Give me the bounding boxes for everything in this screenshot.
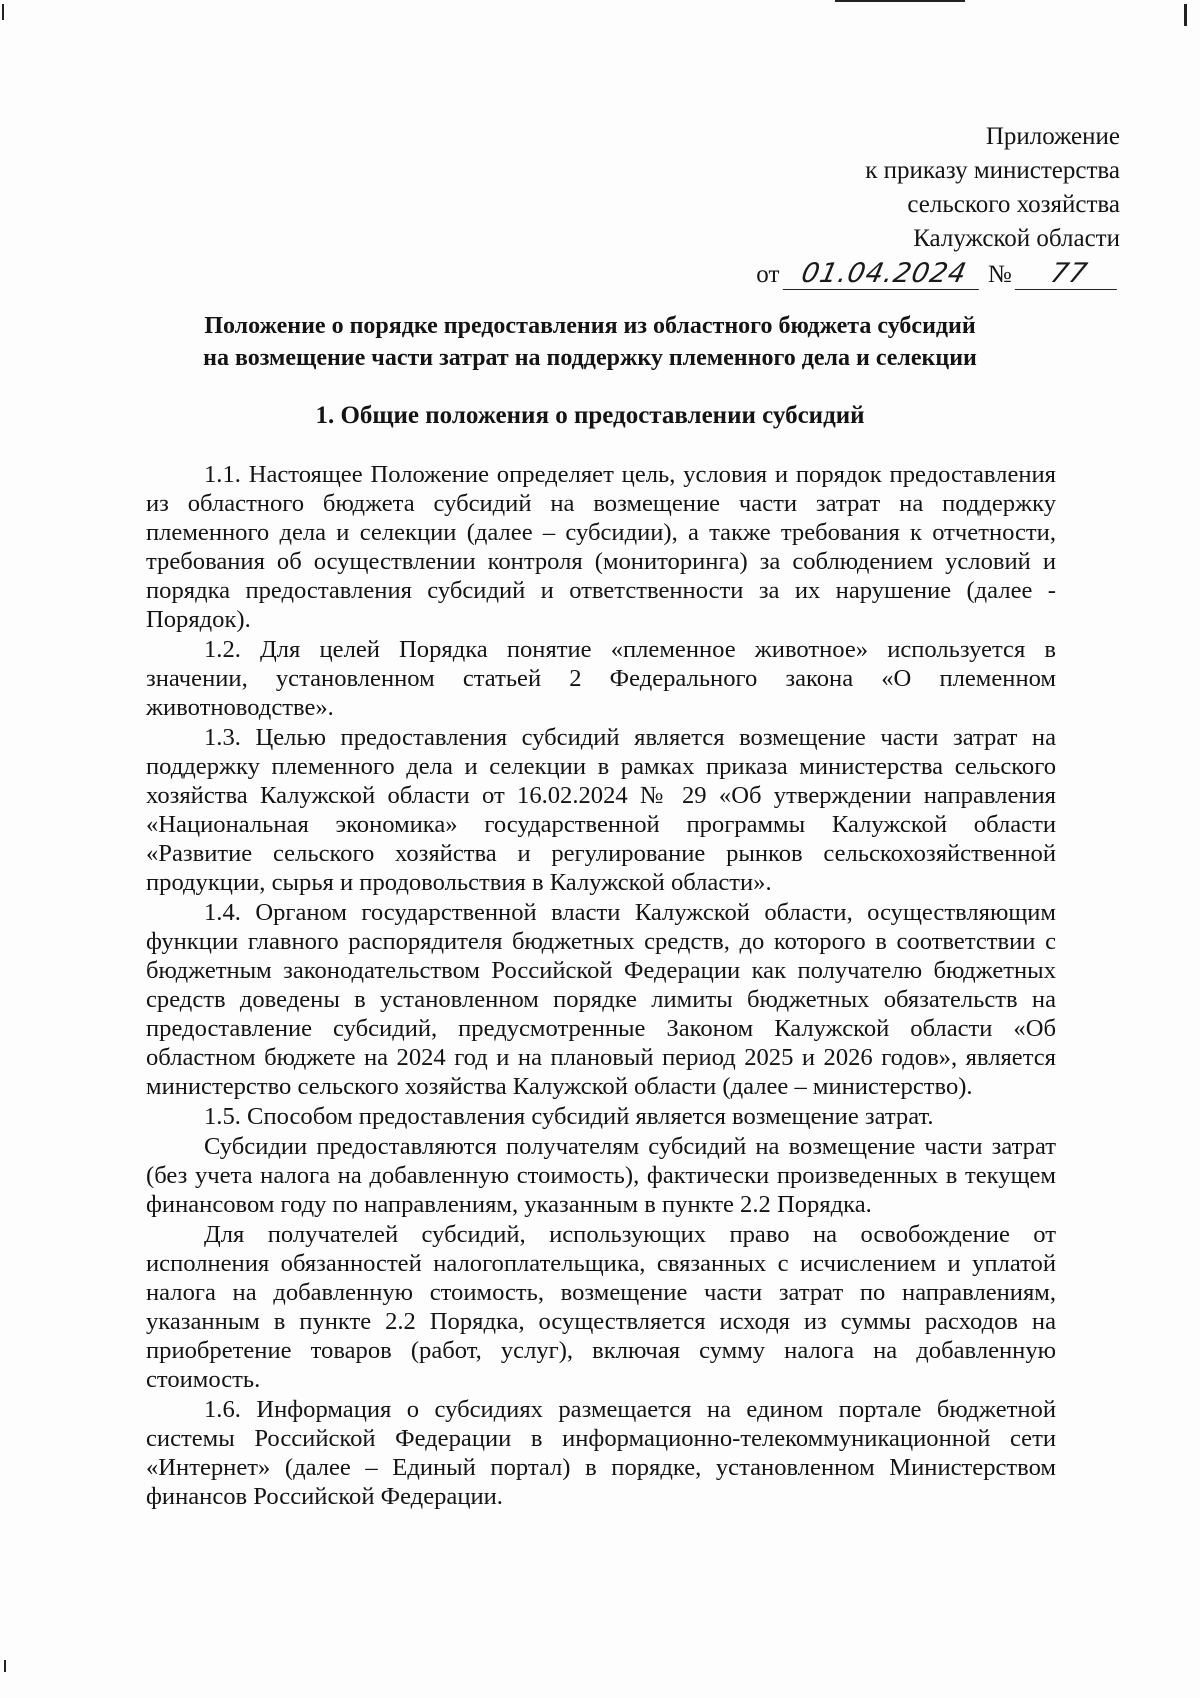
scan-mark-top-right xyxy=(1184,4,1187,26)
number-sign: № xyxy=(987,261,1012,288)
scan-mark-bottom-left xyxy=(4,1660,6,1672)
handwritten-number: 77 xyxy=(1015,259,1124,290)
date-prefix: от xyxy=(756,261,780,288)
title-line-1: Положение о порядке предоставления из областного бюджета субсидий xyxy=(204,313,976,339)
title-line-2: на возмещение части затрат на поддержку племенного дела и селекции xyxy=(203,345,977,371)
paragraph-1-5: 1.5. Способом предоставления субсидий является возмещение затрат. xyxy=(204,1103,934,1130)
paragraph-1-1: 1.1. Настоящее Положение определяет цель, условия и порядок предоставления из областного бюджета субсидий на возмещение части затрат на поддержку племенного дела и селекции (далее – субсидии), а также требования к отчетности, требования об осуществлении контроля (мониторинга) за соблюдением условий и порядка предоставления субсидий и ответственности за их нарушение (далее - Порядок). xyxy=(146,461,1056,633)
paragraph-1-4: 1.4. Органом государственной власти Калужской области, осуществляющим функции главного распорядителя бюджетных средств, до которого в соответствии с бюджетным законодательством Российской Федерации как получателю бюджетных средств доведены в установленном порядке лимиты бюджетных обязательств на предоставление субсидий, предусмотренные Законом Калужской области «Об областном бюджете на 2024 год и на плановый период 2025 и 2026 годов», является министерство сельского хозяйства Калужской области (далее – министерство). xyxy=(146,899,1056,1100)
paragraph-1-5-subsidies: Субсидии предоставляются получателям субсидий на возмещение части затрат (без учета налога на добавленную стоимость), фактически произведенных в текущем финансовом году по направлениям, указанным в пункте 2.2 Порядка. xyxy=(146,1133,1056,1218)
annex-line: Калужской области xyxy=(913,225,1120,252)
paragraph-1-2: 1.2. Для целей Порядка понятие «племенное животное» используется в значении, установленном статьей 2 Федерального закона «О племенном животноводстве». xyxy=(146,636,1056,721)
scan-line-top xyxy=(835,0,965,2)
annex-line: к приказу министерства xyxy=(865,157,1120,184)
paragraph-1-3: 1.3. Целью предоставления субсидий является возмещение части затрат на поддержку племенного дела и селекции в рамках приказа министерства сельского хозяйства Калужской области от 16.02.2024 № 29 «Об утверждении направления «Национальная экономика» государственной программы Калужской области «Развитие сельского хозяйства и регулирование рынков сельскохозяйственной продукции, сырья и продовольствия в Калужской области». xyxy=(146,724,1056,896)
annex-line: сельского хозяйства xyxy=(907,191,1120,218)
paragraph-1-6: 1.6. Информация о субсидиях размещается на едином портале бюджетной системы Российской Федерации в информационно-телекоммуникационной сети «Интернет» (далее – Единый портал) в порядке, установленном Министерством финансов Российской Федерации. xyxy=(146,1396,1056,1510)
handwritten-date: 01.04.2024 xyxy=(782,259,985,290)
section-heading: 1. Общие положения о предоставлении субсидий xyxy=(315,402,865,429)
annex-line: Приложение xyxy=(985,123,1120,150)
order-date-number xyxy=(756,258,1120,292)
paragraph-1-5-vat: Для получателей субсидий, использующих право на освобождение от исполнения обязанностей налогоплательщика, связанных с исчислением и уплатой налога на добавленную стоимость, возмещение части затрат по направлениям, указанным в пункте 2.2 Порядка, осуществляется исходя из суммы расходов на приобретение товаров (работ, услуг), включая сумму налога на добавленную стоимость. xyxy=(146,1221,1056,1393)
document-title xyxy=(120,310,1060,374)
scan-mark-top-left xyxy=(2,4,4,20)
annex-block xyxy=(756,120,1120,292)
document-body xyxy=(146,460,1056,1512)
